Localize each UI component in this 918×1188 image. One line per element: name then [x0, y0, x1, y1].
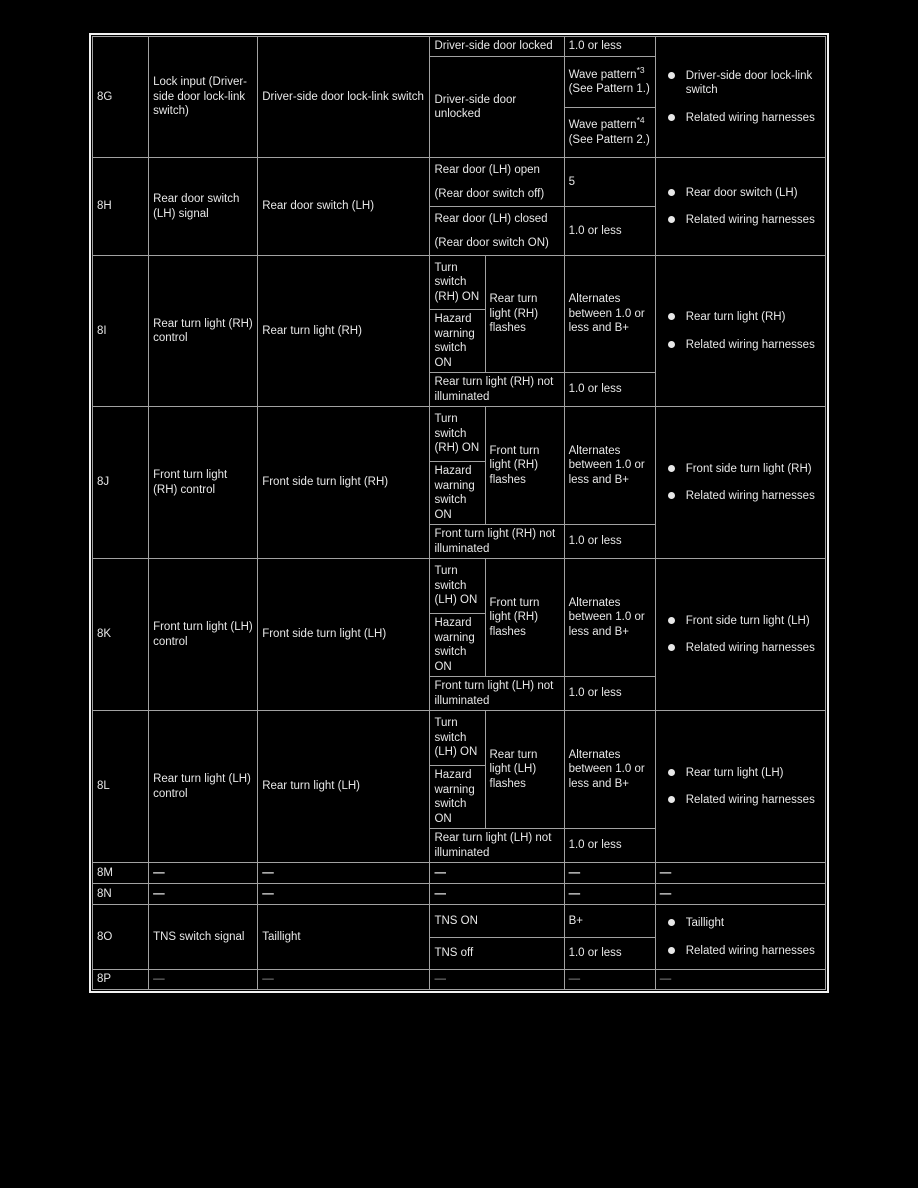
voltage-value-cell: 1.0 or less	[564, 373, 655, 407]
condition-cell: Rear turn light (RH) not illuminated	[430, 373, 564, 407]
terminal-id-cell: 8K	[93, 559, 149, 711]
signal-name-cell: Front turn light (LH) control	[149, 559, 258, 711]
condition-cell: Turn switch (LH) ON	[430, 559, 485, 614]
signal-name-cell: —	[149, 863, 258, 884]
condition-cell: Hazard warning switch ON	[430, 462, 485, 525]
inspection-item	[666, 614, 822, 629]
condition-cell: —	[430, 884, 564, 905]
condition-line: (Rear door switch off)	[434, 188, 545, 200]
condition-cell: Turn switch (RH) ON	[430, 407, 485, 462]
inspection-item	[666, 338, 822, 353]
connected-part-cell: Driver-side door lock-link switch	[258, 37, 430, 158]
voltage-value-cell: 1.0 or less	[564, 829, 655, 863]
terminal-id-cell: 8I	[93, 256, 149, 407]
terminal-id-cell: 8N	[93, 884, 149, 905]
condition-line: Rear door (LH) open	[434, 163, 540, 176]
connected-part-cell: Rear turn light (RH)	[258, 256, 430, 407]
bullet-icon	[668, 796, 675, 803]
bullet-icon	[668, 919, 675, 926]
inspection-item-label: Driver-side door lock-link switch	[685, 69, 813, 97]
signal-name-cell: Rear turn light (LH) control	[149, 711, 258, 863]
voltage-value-cell: —	[564, 970, 655, 990]
table-row-8N	[93, 884, 826, 905]
terminal-id-cell: 8M	[93, 863, 149, 884]
voltage-value-cell: —	[564, 863, 655, 884]
table-row-8O	[93, 905, 826, 938]
superscript-note-ref: *3	[636, 64, 645, 75]
voltage-value-cell	[564, 57, 655, 108]
bullet-icon	[668, 465, 675, 472]
inspection-item-label: Related wiring harnesses	[685, 214, 815, 226]
terminal-id-cell: 8J	[93, 407, 149, 559]
inspection-item	[666, 69, 822, 98]
voltage-value-cell: Alternates between 1.0 or less and B+	[564, 559, 655, 677]
table-row-8L	[93, 711, 826, 766]
inspection-item	[666, 186, 822, 201]
table-row-8H	[93, 158, 826, 207]
inspection-item-label: Front side turn light (LH)	[685, 614, 810, 627]
inspection-item	[666, 766, 822, 781]
inspection-item-label: Related wiring harnesses	[685, 338, 815, 351]
voltage-value-cell: 1.0 or less	[564, 938, 655, 970]
superscript-note-ref: *4	[636, 115, 645, 126]
inspection-items-cell: —	[655, 863, 825, 884]
condition-cell: Rear turn light (LH) flashes	[485, 711, 564, 829]
connected-part-cell: Front side turn light (LH)	[258, 559, 430, 711]
bullet-icon	[668, 947, 675, 954]
terminal-id-cell: 8H	[93, 158, 149, 256]
signal-name-cell: Lock input (Driver-side door lock-link switch)	[149, 37, 258, 158]
terminal-voltage-table-grid	[92, 36, 826, 990]
condition-cell: Front turn light (RH) flashes	[485, 559, 564, 677]
voltage-value-cell: 1.0 or less	[564, 37, 655, 57]
condition-cell: Hazard warning switch ON	[430, 766, 485, 829]
connected-part-cell: Rear turn light (LH)	[258, 711, 430, 863]
condition-line: Rear door (LH) closed	[434, 212, 548, 225]
inspection-item-label: Related wiring harnesses	[685, 490, 815, 502]
inspection-item	[666, 944, 822, 959]
inspection-item	[666, 310, 822, 325]
terminal-id-cell: 8L	[93, 711, 149, 863]
inspection-item	[666, 111, 822, 126]
voltage-value-cell: Alternates between 1.0 or less and B+	[564, 407, 655, 525]
condition-cell: TNS ON	[430, 905, 564, 938]
inspection-items-cell: —	[655, 970, 825, 990]
condition-cell: Hazard warning switch ON	[430, 614, 485, 677]
inspection-item	[666, 793, 822, 808]
condition-cell: —	[430, 863, 564, 884]
value-text: Wave pattern	[568, 119, 637, 131]
table-row-8G	[93, 37, 826, 57]
condition-cell	[430, 158, 564, 207]
value-text: Wave pattern	[568, 68, 637, 81]
terminal-id-cell: 8O	[93, 905, 149, 970]
inspection-items-cell: —	[655, 884, 825, 905]
terminal-id-cell: 8P	[93, 970, 149, 990]
bullet-icon	[668, 769, 675, 776]
connected-part-cell: —	[258, 863, 430, 884]
inspection-items-cell	[655, 256, 825, 407]
inspection-item	[666, 213, 822, 228]
condition-cell: Rear turn light (RH) flashes	[485, 256, 564, 373]
connected-part-cell: —	[258, 884, 430, 905]
inspection-item-label: Taillight	[685, 917, 725, 929]
terminal-id-cell: 8G	[93, 37, 149, 158]
condition-cell: —	[430, 970, 564, 990]
bullet-icon	[668, 341, 675, 348]
condition-cell: Driver-side door unlocked	[430, 57, 564, 158]
inspection-item-label: Related wiring harnesses	[685, 642, 815, 654]
voltage-value-cell: B+	[564, 905, 655, 938]
inspection-item	[666, 489, 822, 504]
connected-part-cell: Rear door switch (LH)	[258, 158, 430, 256]
inspection-item-label: Related wiring harnesses	[685, 944, 815, 957]
voltage-value-cell: 1.0 or less	[564, 207, 655, 256]
inspection-items-cell	[655, 158, 825, 256]
signal-name-cell: —	[149, 884, 258, 905]
value-text: (See Pattern 1.)	[568, 83, 650, 95]
voltage-value-cell: Alternates between 1.0 or less and B+	[564, 256, 655, 373]
connected-part-cell: —	[258, 970, 430, 990]
bullet-icon	[668, 216, 675, 223]
table-row-8M	[93, 863, 826, 884]
condition-cell: Turn switch (LH) ON	[430, 711, 485, 766]
bullet-icon	[668, 492, 675, 499]
condition-line: (Rear door switch ON)	[434, 237, 549, 249]
bullet-icon	[668, 189, 675, 196]
inspection-item-label: Front side turn light (RH)	[685, 462, 812, 475]
terminal-voltage-table	[89, 33, 829, 993]
inspection-item-label: Rear door switch (LH)	[685, 186, 798, 199]
signal-name-cell: —	[149, 970, 258, 990]
inspection-items-cell	[655, 711, 825, 863]
connected-part-cell: Taillight	[258, 905, 430, 970]
connected-part-cell: Front side turn light (RH)	[258, 407, 430, 559]
voltage-value-cell: —	[564, 884, 655, 905]
voltage-value-cell	[564, 108, 655, 158]
signal-name-cell: Rear door switch (LH) signal	[149, 158, 258, 256]
bullet-icon	[668, 617, 675, 624]
value-text: (See Pattern 2.)	[568, 133, 650, 146]
table-row-8J	[93, 407, 826, 462]
condition-cell: Driver-side door locked	[430, 37, 564, 57]
inspection-item-label: Related wiring harnesses	[685, 794, 815, 806]
voltage-value-cell: 5	[564, 158, 655, 207]
bullet-icon	[668, 313, 675, 320]
inspection-items-cell	[655, 905, 825, 970]
inspection-item	[666, 916, 822, 931]
table-row-8P	[93, 970, 826, 990]
inspection-item	[666, 462, 822, 477]
condition-cell	[430, 207, 564, 256]
inspection-items-cell	[655, 37, 825, 158]
condition-cell: TNS off	[430, 938, 564, 970]
condition-cell: Front turn light (RH) flashes	[485, 407, 564, 525]
condition-cell: Front turn light (LH) not illuminated	[430, 677, 564, 711]
condition-cell: Turn switch (RH) ON	[430, 256, 485, 310]
inspection-item	[666, 641, 822, 656]
inspection-item-label: Rear turn light (LH)	[685, 766, 784, 779]
inspection-item-label: Related wiring harnesses	[685, 111, 815, 124]
voltage-value-cell: 1.0 or less	[564, 677, 655, 711]
bullet-icon	[668, 72, 675, 79]
signal-name-cell: TNS switch signal	[149, 905, 258, 970]
signal-name-cell: Front turn light (RH) control	[149, 407, 258, 559]
voltage-value-cell: 1.0 or less	[564, 525, 655, 559]
inspection-items-cell	[655, 407, 825, 559]
condition-cell: Rear turn light (LH) not illuminated	[430, 829, 564, 863]
table-row-8K	[93, 559, 826, 614]
condition-cell: Hazard warning switch ON	[430, 310, 485, 373]
voltage-value-cell: Alternates between 1.0 or less and B+	[564, 711, 655, 829]
table-body	[93, 37, 826, 990]
signal-name-cell: Rear turn light (RH) control	[149, 256, 258, 407]
bullet-icon	[668, 114, 675, 121]
inspection-items-cell	[655, 559, 825, 711]
bullet-icon	[668, 644, 675, 651]
table-row-8I	[93, 256, 826, 310]
inspection-item-label: Rear turn light (RH)	[685, 311, 786, 323]
condition-cell: Front turn light (RH) not illuminated	[430, 525, 564, 559]
